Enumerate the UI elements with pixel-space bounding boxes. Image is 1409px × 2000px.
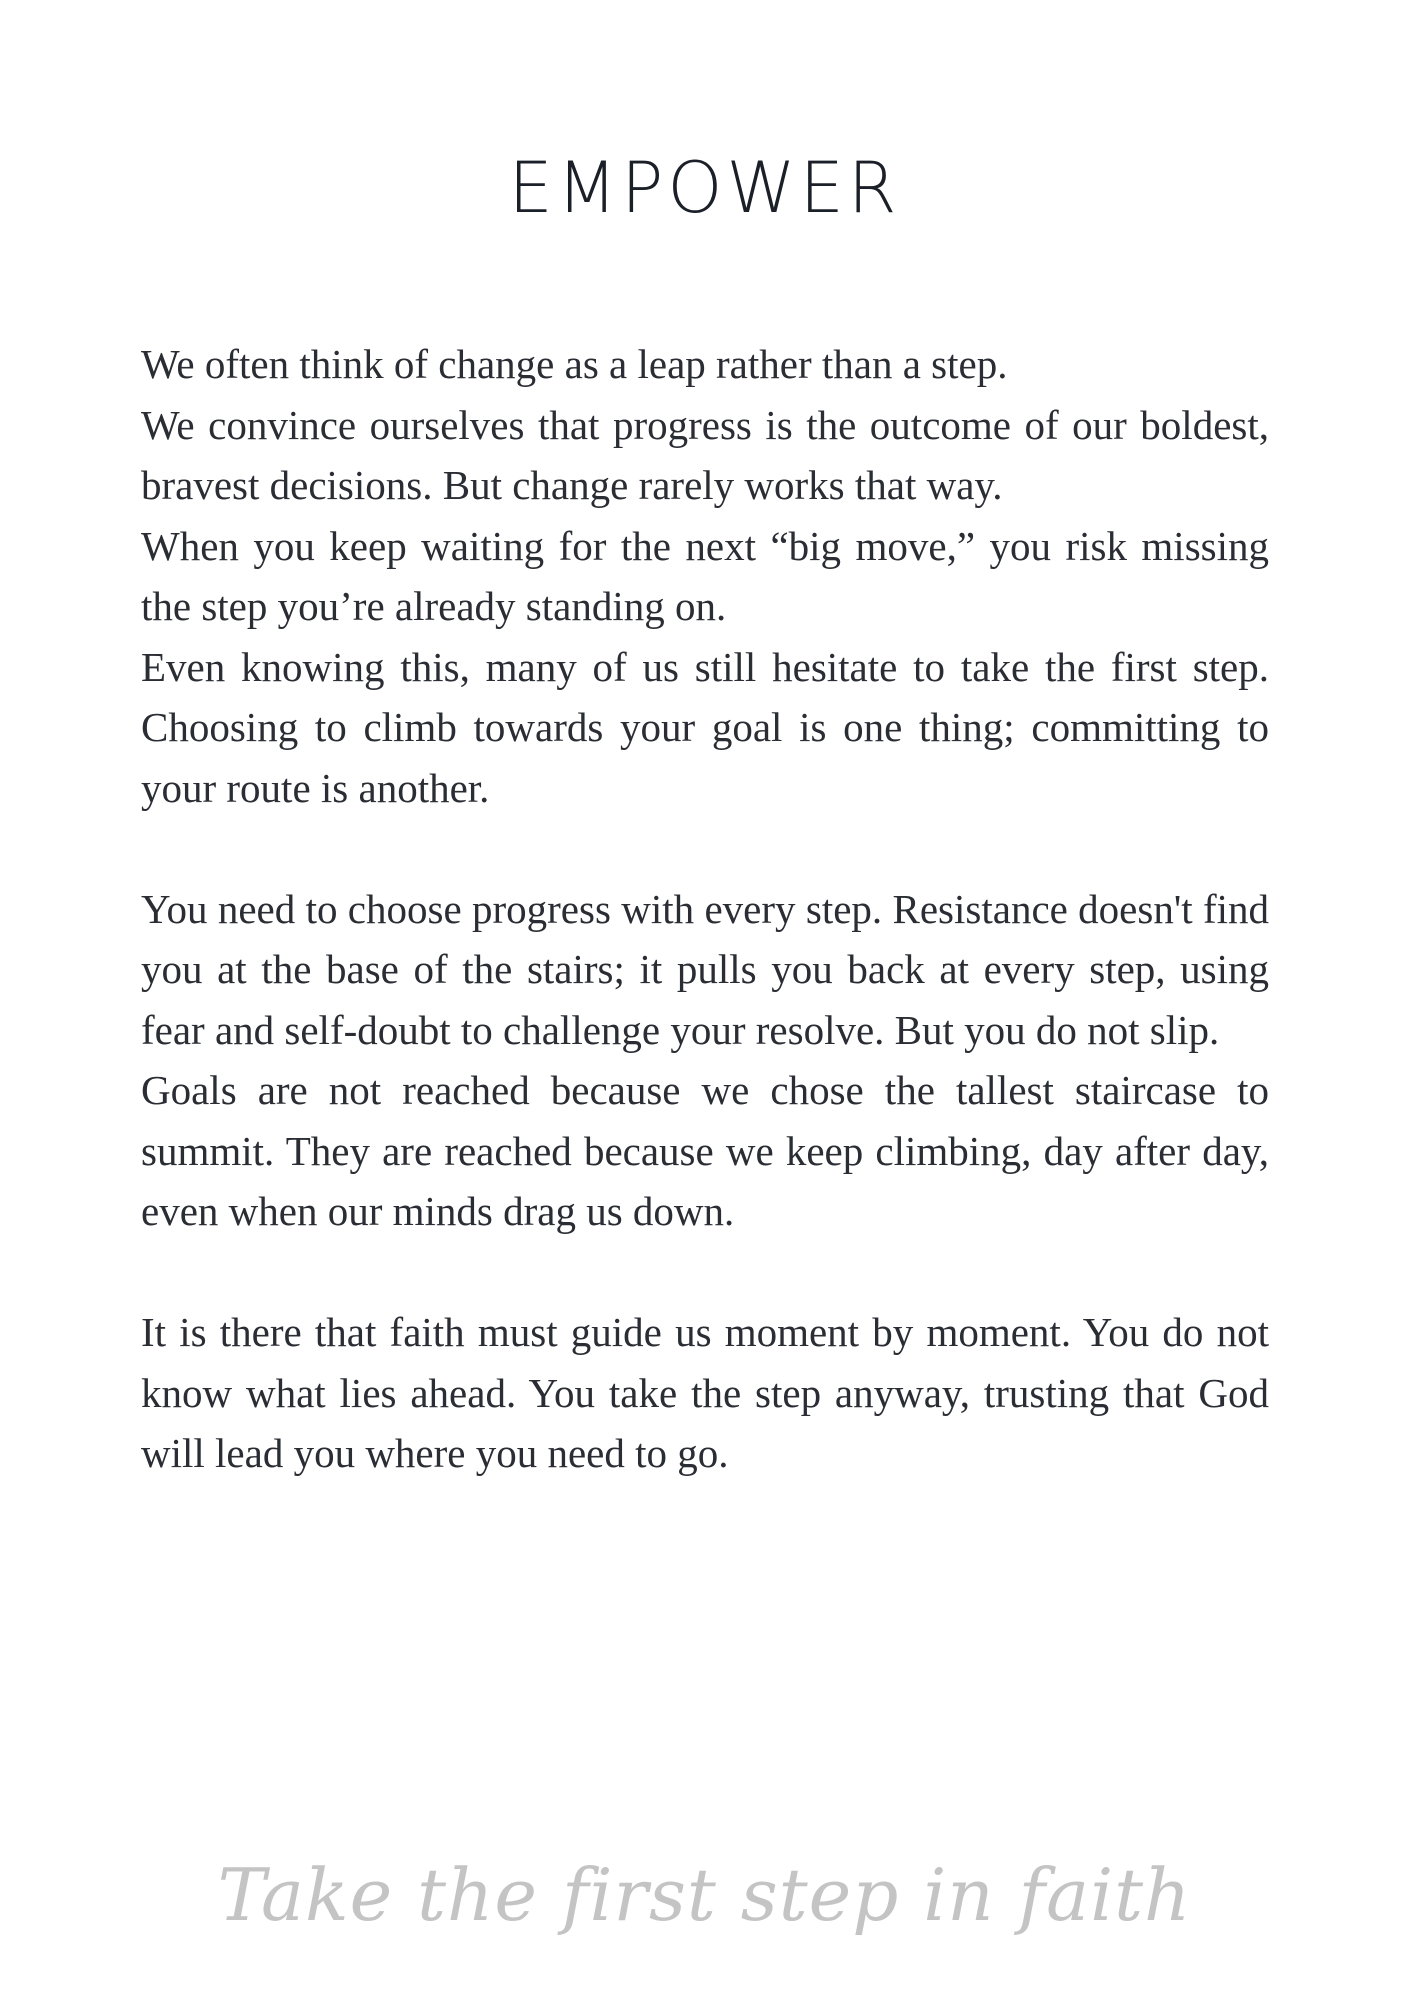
paragraph-2 (141, 879, 1269, 1242)
paragraph-1 (141, 334, 1269, 818)
paragraph-3 (141, 1302, 1269, 1484)
sentence: Even knowing this, many of us still hesitate to take the first step. Choosing to climb towards your goal is one thing; committing to your route is another. (141, 643, 1269, 811)
tagline: Take the first step in faith (217, 1853, 1192, 1937)
sentence: It is there that faith must guide us moment by moment. You do not know what lies ahead. You take the step anyway, trusting that God will lead you where you need to go. (141, 1309, 1269, 1476)
sentence: You need to choose progress with every step. Resistance doesn't find you at the base of the stairs; it pulls you back at every step, using fear and self-doubt to challenge your resolve. But you do not slip. (141, 885, 1269, 1053)
sentence: Goals are not reached because we chose the tallest staircase to summit. They are reached because we keep climbing, day after day, even when our minds drag us down. (141, 1067, 1269, 1234)
sentence: When you keep waiting for the next “big move,” you risk missing the step you’re already standing on. (141, 522, 1269, 629)
body-text (141, 334, 1269, 1544)
page-title: EMPOWER (508, 147, 901, 229)
sentence: We convince ourselves that progress is the outcome of our boldest, bravest decisions. But change rarely works that way. (141, 401, 1269, 508)
sentence: We often think of change as a leap rather than a step. (141, 341, 1008, 387)
